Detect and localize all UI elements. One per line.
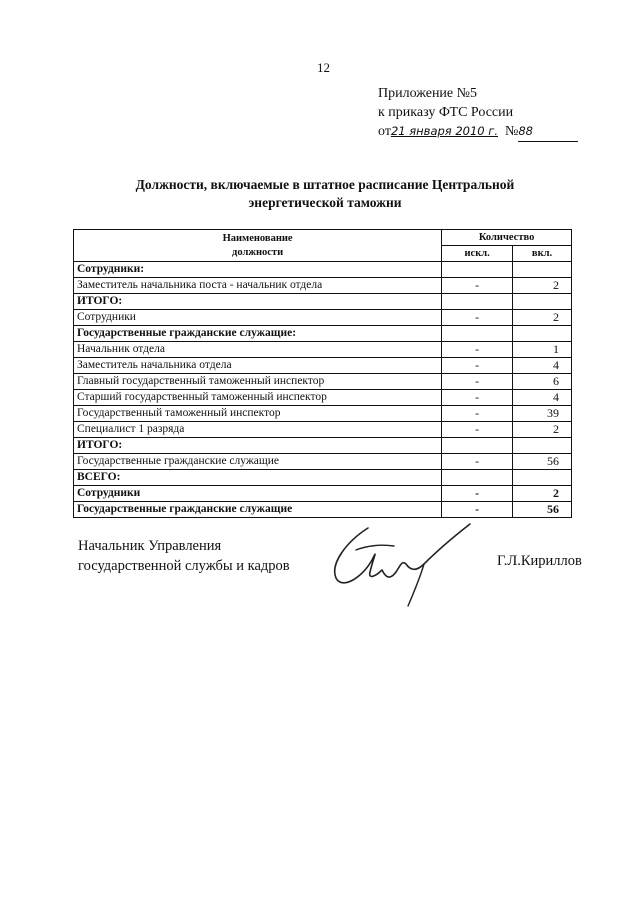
section-heading: Сотрудники: — [74, 262, 442, 278]
section-heading: ВСЕГО: — [74, 470, 442, 486]
table-row — [74, 342, 572, 358]
position-line-2: государственной службы и кадров — [78, 558, 290, 574]
header-name-line-2: должности — [232, 246, 284, 258]
table-row — [74, 294, 572, 310]
position-name: Государственные гражданские служащие — [74, 502, 442, 518]
position-name: Государственный таможенный инспектор — [74, 406, 442, 422]
excl-cell — [442, 470, 513, 486]
table-row — [74, 454, 572, 470]
section-heading: ИТОГО: — [74, 294, 442, 310]
position-line-1: Начальник Управления — [78, 538, 222, 554]
excl-cell: - — [442, 342, 513, 358]
excl-cell — [442, 438, 513, 454]
section-heading: Государственные гражданские служащие: — [74, 326, 442, 342]
incl-cell — [513, 294, 572, 310]
table-row — [74, 278, 572, 294]
position-name: Государственные гражданские служащие — [74, 454, 442, 470]
table-row — [74, 438, 572, 454]
table-row — [74, 374, 572, 390]
table-row — [74, 486, 572, 502]
incl-cell — [513, 326, 572, 342]
incl-cell: 4 — [513, 358, 572, 374]
excl-cell: - — [442, 486, 513, 502]
signatory-position — [78, 536, 290, 576]
appendix-line-1: Приложение №5 — [378, 86, 477, 101]
excl-cell: - — [442, 358, 513, 374]
page-number: 12 — [317, 60, 330, 75]
incl-cell — [513, 262, 572, 278]
table-row — [74, 470, 572, 486]
position-name: Сотрудники — [74, 486, 442, 502]
excl-cell: - — [442, 390, 513, 406]
order-number: 88 — [518, 122, 578, 142]
header-excluded: искл. — [442, 246, 513, 262]
incl-cell: 4 — [513, 390, 572, 406]
position-name: Заместитель начальника поста - начальник отдела — [74, 278, 442, 294]
incl-cell: 2 — [513, 310, 572, 326]
table-row — [74, 422, 572, 438]
excl-cell: - — [442, 406, 513, 422]
number-prefix: № — [504, 124, 519, 139]
excl-cell — [442, 326, 513, 342]
header-included: вкл. — [513, 246, 572, 262]
document-title — [60, 176, 590, 212]
position-name: Сотрудники — [74, 310, 442, 326]
incl-cell: 1 — [513, 342, 572, 358]
table-row — [74, 358, 572, 374]
header-position-name — [74, 230, 442, 262]
incl-cell: 39 — [513, 406, 572, 422]
appendix-header — [378, 84, 578, 142]
excl-cell — [442, 294, 513, 310]
header-name-line-1: Наименование — [222, 232, 293, 244]
table-row — [74, 262, 572, 278]
section-heading: ИТОГО: — [74, 438, 442, 454]
position-name: Специалист 1 разряда — [74, 422, 442, 438]
table-row — [74, 310, 572, 326]
excl-cell: - — [442, 502, 513, 518]
excl-cell — [442, 262, 513, 278]
title-line-1: Должности, включаемые в штатное расписание Центральной — [135, 177, 515, 192]
incl-cell: 2 — [513, 422, 572, 438]
excl-cell: - — [442, 454, 513, 470]
excl-cell: - — [442, 278, 513, 294]
table-row — [74, 502, 572, 518]
table-row — [74, 406, 572, 422]
title-line-2: энергетической таможни — [248, 195, 402, 210]
appendix-date-line — [378, 122, 578, 142]
table-row — [74, 390, 572, 406]
excl-cell: - — [442, 422, 513, 438]
incl-cell — [513, 438, 572, 454]
incl-cell: 2 — [513, 278, 572, 294]
position-name: Старший государственный таможенный инспектор — [74, 390, 442, 406]
incl-cell: 2 — [513, 486, 572, 502]
date-prefix: от — [378, 124, 391, 139]
order-date: 21 января 2010 г. — [390, 124, 498, 138]
position-name: Заместитель начальника отдела — [74, 358, 442, 374]
table-row — [74, 326, 572, 342]
incl-cell: 56 — [513, 502, 572, 518]
incl-cell — [513, 470, 572, 486]
incl-cell: 6 — [513, 374, 572, 390]
excl-cell: - — [442, 310, 513, 326]
position-name: Главный государственный таможенный инспектор — [74, 374, 442, 390]
excl-cell: - — [442, 374, 513, 390]
positions-table — [73, 229, 572, 518]
incl-cell: 56 — [513, 454, 572, 470]
position-name: Начальник отдела — [74, 342, 442, 358]
header-quantity: Количество — [442, 230, 572, 246]
appendix-line-2: к приказу ФТС России — [378, 105, 514, 120]
handwritten-signature — [328, 520, 478, 608]
signer-name: Г.Л.Кириллов — [497, 553, 582, 569]
